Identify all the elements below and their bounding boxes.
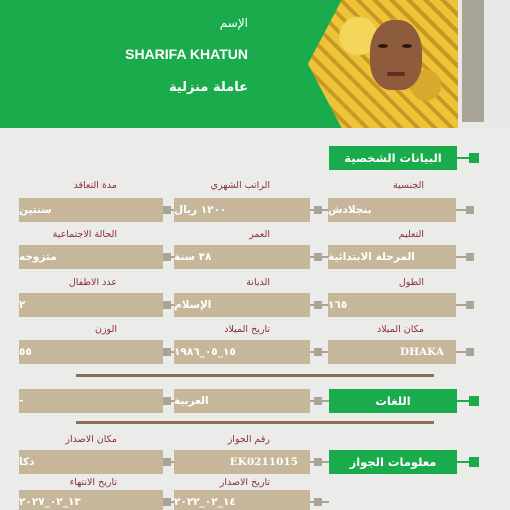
label-religion: الديانة	[246, 277, 270, 288]
field-marital: متزوجه	[19, 245, 163, 269]
field-birthplace: DHAKA	[328, 340, 456, 364]
connector	[456, 256, 466, 258]
field-bullet	[163, 498, 171, 506]
field-passport-number: EK0211015	[174, 450, 310, 474]
label-education: التعليم	[398, 229, 424, 240]
label-birthplace: مكان الميلاد	[376, 324, 424, 335]
field-bullet	[163, 397, 171, 405]
field-bullet	[163, 301, 171, 309]
label-nationality: الجنسية	[393, 180, 424, 191]
job-title: عاملة منزلية	[168, 80, 248, 95]
languages-section-title: اللغات	[329, 389, 457, 413]
label-contract: مدة التعاقد	[73, 180, 117, 191]
field-bullet	[314, 253, 322, 261]
side-bar	[458, 0, 510, 128]
field-bullet	[163, 206, 171, 214]
section-connector	[457, 400, 469, 402]
label-children: عدد الاطفال	[68, 277, 117, 288]
section-connector	[457, 157, 469, 159]
field-language-1: العربية	[174, 389, 310, 413]
connector	[456, 351, 466, 353]
field-bullet	[163, 458, 171, 466]
field-bullet	[314, 397, 322, 405]
field-bullet	[314, 458, 322, 466]
field-bullet	[314, 206, 322, 214]
connector	[456, 304, 466, 306]
label-passport-number: رقم الجواز	[227, 434, 270, 445]
field-age: ٣٨ سنة	[174, 245, 310, 269]
field-bullet	[314, 498, 322, 506]
mouth	[387, 72, 405, 76]
passport-section-title: معلومات الجواز	[329, 450, 457, 474]
label-marital: الحالة الاجتماعية	[52, 229, 117, 240]
label-weight: الوزن	[94, 324, 117, 335]
field-nationality: بنجلادش	[328, 198, 456, 222]
field-language-2: -	[19, 389, 163, 413]
side-bar-strip	[462, 0, 484, 122]
field-contract: سنتين	[19, 198, 163, 222]
field-issue-date: ١٤_٠٢_٢٠٢٢	[174, 490, 310, 510]
worker-name: SHARIFA KHATUN	[125, 46, 248, 62]
label-salary: الراتب الشهري	[210, 180, 270, 191]
field-expiry-date: ١٣_٠٢_٢٠٢٧	[19, 490, 163, 510]
field-bullet	[314, 348, 322, 356]
section-bullet	[469, 396, 479, 406]
field-height: ١٦٥	[328, 293, 456, 317]
label-issue-date: تاريخ الاصدار	[219, 477, 270, 488]
field-bullet	[466, 206, 474, 214]
field-education: المرحلة الابتدائية	[328, 245, 456, 269]
section-bullet	[469, 153, 479, 163]
label-passport-place: مكان الاصدار	[65, 434, 117, 445]
name-label: الإسم	[219, 16, 248, 30]
field-bullet	[466, 348, 474, 356]
eye-right	[402, 44, 412, 48]
field-bullet	[466, 253, 474, 261]
personal-section-title: البيانات الشخصية	[329, 146, 457, 170]
field-passport-place: دكا	[19, 450, 163, 474]
field-bullet	[466, 301, 474, 309]
field-bullet	[163, 253, 171, 261]
label-birthdate: تاريخ الميلاد	[224, 324, 270, 335]
field-birthdate: ١٥_٠٥_١٩٨٦	[174, 340, 310, 364]
section-divider	[76, 421, 434, 424]
field-children: ٢	[19, 293, 163, 317]
field-bullet	[163, 348, 171, 356]
field-weight: ٥٥	[19, 340, 163, 364]
section-bullet	[469, 457, 479, 467]
field-bullet	[314, 301, 322, 309]
connector	[456, 209, 466, 211]
profile-photo	[308, 0, 458, 128]
label-age: العمر	[249, 229, 270, 240]
eye-left	[378, 44, 388, 48]
face	[370, 20, 422, 90]
field-salary: ١٢٠٠ ريال	[174, 198, 310, 222]
profile-header	[0, 0, 458, 128]
label-height: الطول	[398, 277, 424, 288]
label-expiry-date: تاريخ الانتهاء	[69, 477, 117, 488]
section-divider	[76, 374, 434, 377]
section-connector	[457, 461, 469, 463]
field-religion: الإسلام	[174, 293, 310, 317]
